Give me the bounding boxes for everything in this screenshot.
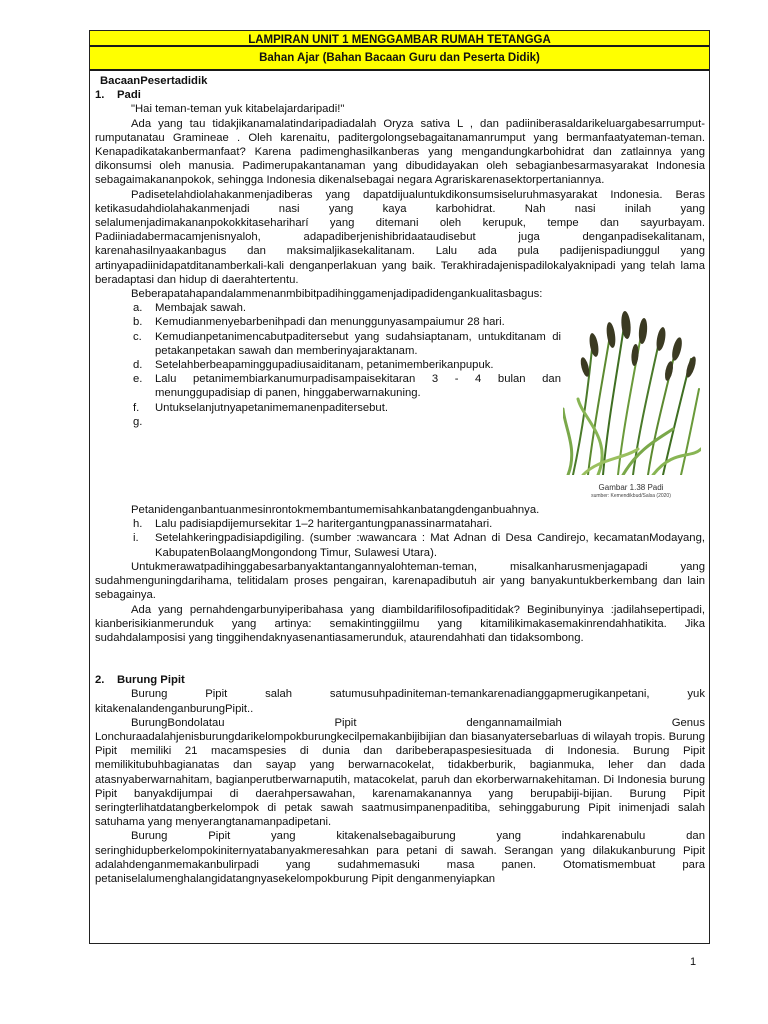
page-number: 1 [690,956,697,968]
document-body [90,71,709,886]
list-item: a. Membajak sawah. [133,302,247,315]
list-item: d. Setelahberbeapaminggupadiusaiditanam, petanimemberikanpupuk. [133,359,494,372]
list-item: e. Lalu petanimembiarkanumurpadisampaisekitaran 3 - 4 bulan dan menunggupadisiap di panen, hinggaberwarnakuning. [133,373,561,400]
paragraph: BurungBondolatau Pipit dengannamailmiah Genus Lonchuraadalahjenisburungdarikelompokburungkecilpemakanbijibijian dan biasanyatersebarluas di wilayah tropis. Burung Pipit memiliki 21 macamspesies di dunia dan daribeberapaspesiesituada di Indonesia. Burung Pipit memilikitubuhbagianatas dan sayap yang berwarnacokelat, tidakberburik, bagianmuka, leher dan dada atasnyaberwarnahitam, bagianperutberwarnaputih, matacokelat, paruh dan ekorberwarnakehitaman. Di Indonesia burung Pipit banyakdijumpai di daerahpersawahan, karenamakanannya yang berupabiji-bijian. Burung Pipit seringterlihatdatangberkelompok di petak sawah saatmusimpanenpaditiba, sehinggaburung Pipit inimenjadi salah satuhama yang menyerangtanamanpadipetani. [95,716,705,829]
list-item: f. Untukselanjutnyapetanimemanenpaditersebut. [133,401,388,414]
reading-title: BacaanPesertadidik [100,75,208,87]
planting-steps-list-continued [95,517,705,560]
document-page [89,30,710,944]
steps-with-figure [95,301,705,503]
paragraph: Petanidenganbantuanmesinrontokmembantumemisahkanbatangdenganbuahnya. [131,504,540,517]
appendix-title: LAMPIRAN UNIT 1 MENGGAMBAR RUMAH TETANGGA [90,31,709,47]
section-1-number: 1. [95,89,105,102]
paragraph: Burung Pipit salah satumusuhpadiniteman-temankarenadianggapmerugikanpetani, yuk kitakenalandenganburungPipit.. [95,688,705,715]
paragraph: Burung Pipit yang kitakenalsebagaiburung yang indahkarenabulu dan seringhidupberkelompokiniternyatabanyakmeresahkan para petani di sawah. Serangan yang dilakukanburung Pipit adalahdenganmemakanbulirpadi yang sudahmemasuki masa panen. Otomatismembuat para petaniselalumenghalangidatangnyasekelompokburung Pipit denganmenyiapkan [95,830,705,885]
section-1-title: Padi [117,89,141,102]
paragraph: "Hai teman-teman yuk kitabelajardaripadi!" [131,103,345,116]
rice-plant-image [563,309,701,475]
paragraph: Ada yang tau tidakjikanamalatindaripadiadalah Oryza sativa L , dan padiiniberasaldarikeluargabesarrumput-rumputanatau Gramineae . Oleh karenaitu, paditergolongsebagaitanamanrumput yang bermanfaatyateman-teman. Kenapadikatakanbermanfaat? Karena padimenghasilkanberas yang mengandungkarbohidrat dan zatlainnya yang dikonsumsi oleh manusia. Padimerupakantanaman yang dibudidayakan oleh sebagianbesarmasyarakat Indonesia sebagaimakananpokok, sehingga Indonesia dikenalsebagai negara Agrariskarenasektorpertaniannya. [95,117,705,187]
material-subtitle: Bahan Ajar (Bahan Bacaan Guru dan Peserta Didik) [90,47,709,71]
paragraph: Ada yang pernahdengarbunyiperibahasa yang diambildarifilosofipaditidak? Beginibunyinya :jadilahsepertipadi, kianberisikianmerunduk yang artinya: semakintinggiilmu yang kitamilikimakasemakinrendahhatikita. Jika sudahdalamposisi yang tinggihendaknyasenantiasamerunduk, ataurendahhati dan tidaksombong. [95,603,705,644]
section-2-title: Burung Pipit [117,674,185,687]
figure-caption: Gambar 1.38 Padi sumber: Kemendikbud/Salsa (2020) [591,483,671,500]
list-item: i. Setelahkeringpadisiapdigiling. (sumber :wawancara : Mat Adnan di Desa Candirejo, kecamatanModayang, KabupatenBolaangMongondong Timur, Sulawesi Utara). [133,532,705,559]
section-2-number: 2. [95,674,105,687]
paragraph: Beberapatahapandalammenanmbibitpadihinggamenjadipadidengankualitasbagus: [131,288,543,301]
section-1-heading [95,88,705,102]
paragraph: Padisetelahdiolahakanmenjadiberas yang dapatdijualuntukdikonsumsiseluruhmasyarakat Indonesia. Beras ketikasudahdiolahakanmenjadi nasi yang kaya karbohidrat. Nah nasi inilah yang selalumenjadimakananpokokkitasehariharí yang ditemani oleh kerupuk, tempe dan sayurbayam. Padiiniadabermacamjenisnyaloh, adapadiberjenishibridaataudisebut juga denganpadisekalitanam, karenahasilnyaakanbagus dan maksimaljikasekalitanam. Lalu ada pula padijenispadiunggul yang artinyapadiinidapatditanamberkali-kali denganperlakuan yang baik. Terakhiradajenispadilokalyakniрadi yang telah lama beradaptasi dan hidup di daerahtertentu. [95,188,705,286]
list-item: c. Kemudianpetanimencabutpaditersebut yang sudahsiaptanam, untukditanam di petakanpetakan sawah dan memberinyajaraktanam. [133,330,561,357]
planting-steps-list [95,301,561,429]
paragraph: Untukmerawatpadihinggabesarbanyaktantangannyalohteman-teman, misalkanharusmenjagapadi yang sudahmenguningdarihama, telitidalam proses pengairan, karenapadibutuh air yang banyakuntukberkembang dan lain sebagainya. [95,560,705,602]
section-2-heading [95,673,705,687]
list-item: h. Lalu padisiapdijemursekitar 1–2 haritergantungpanassinarmatahari. [133,518,493,531]
list-item: g. [133,415,143,428]
list-item: b. Kemudianmenyebarbenihpadi dan menunggunyasampaiumur 28 hari. [133,316,505,329]
